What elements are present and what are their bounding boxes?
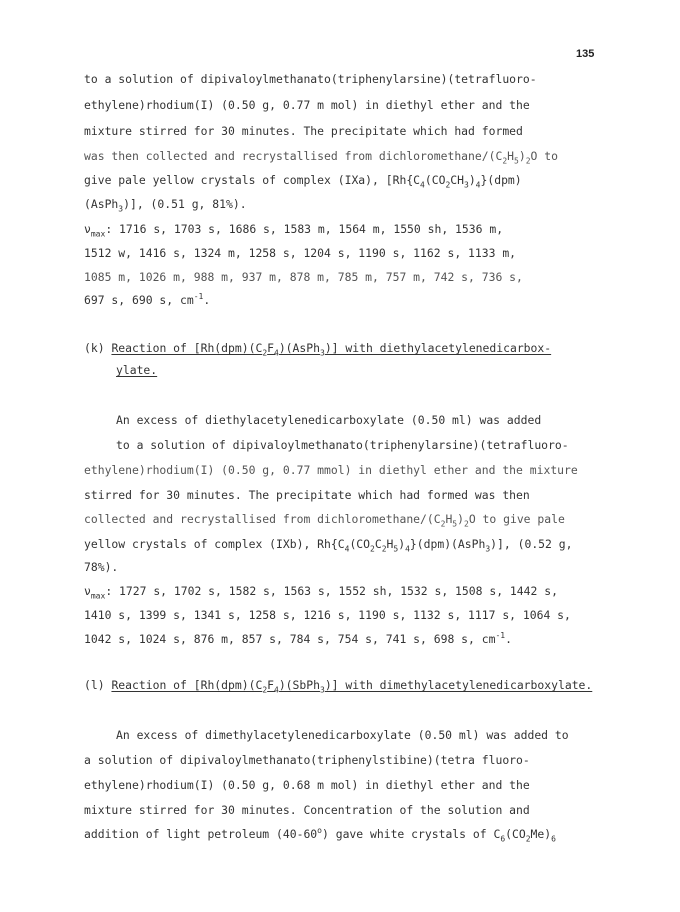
ir-data-line: $\nu_{max}$: 1716 s, 1703 s, 1686 s, 1583 m, 1564 m, 1550 sh, 1536 m, — [84, 222, 504, 239]
text-line: give pale yellow crystals of complex (IXa), [$Rh\{C_4(CO_2CH_3)_4\}(dpm)$ — [84, 173, 522, 190]
text-line: 78%). — [84, 560, 119, 574]
text-line: addition of light petroleum (40-60$^o$) gave white crystals of $C_6(CO_2Me)_6$ — [84, 826, 556, 844]
text-line: mixture stirred for 30 minutes. Concentration of the solution and — [84, 803, 530, 817]
ir-data-line: 1042 s, 1024 s, 876 m, 857 s, 784 s, 754 s, 741 s, 698 s, $cm^{-1}$. — [84, 631, 512, 646]
text-line: ethylene)rhodium(I) (0.50 g, 0.77 mmol) in diethyl ether and the mixture — [84, 463, 578, 477]
text-line: was then collected and recrystallised from dichloromethane/$(C_2H_5)_2O$ to — [84, 149, 558, 166]
text-line: An excess of dimethylacetylenedicarboxylate (0.50 ml) was added to — [116, 728, 569, 742]
text-line: to a solution of dipivaloylmethanato(triphenylarsine)(tetrafluoro- — [116, 438, 569, 452]
section-heading-k: (k) Reaction of $[Rh(dpm)(C_2F_4)(AsPh_3)]$ with diethylacetylenedicarbox- — [84, 341, 552, 358]
ir-data-line: 1410 s, 1399 s, 1341 s, 1258 s, 1216 s, 1190 s, 1132 s, 1117 s, 1064 s, — [84, 608, 571, 622]
text-line: mixture stirred for 30 minutes. The precipitate which had formed — [84, 124, 523, 138]
ir-data-line: $\nu_{max}$: 1727 s, 1702 s, 1582 s, 1563 s, 1552 sh, 1532 s, 1508 s, 1442 s, — [84, 584, 558, 601]
ir-data-line: 697 s, 690 s, $cm^{-1}$. — [84, 292, 211, 307]
text-line: collected and recrystallised from dichloromethane/$(C_2H_5)_2O$ to give pale — [84, 512, 565, 529]
text-line: ethylene)rhodium(I) (0.50 g, 0.77 m mol) in diethyl ether and the — [84, 98, 530, 112]
text-line: a solution of dipivaloylmethanato(triphenylstibine)(tetra fluoro- — [84, 753, 530, 767]
text-line: An excess of diethylacetylenedicarboxylate (0.50 ml) was added — [116, 413, 542, 427]
text-line: (AsPh$_3$)], (0.51 g, 81%). — [84, 197, 247, 214]
section-heading-l: (l) Reaction of $[Rh(dpm)(C_2F_4)(SbPh_3)]$ with dimethylacetylenedicarboxylate. — [84, 678, 593, 695]
ir-data-line: 1512 w, 1416 s, 1324 m, 1258 s, 1204 s, 1190 s, 1162 s, 1133 m, — [84, 246, 517, 260]
page-number: 135 — [576, 48, 595, 60]
text-line: yellow crystals of complex (IXb), $Rh\{C_4(CO_2C_2H_5)_4\}(dpm)(AsPh_3)$], (0.52 g, — [84, 537, 573, 554]
section-heading-k-cont: ylate. — [116, 363, 158, 377]
text-line: stirred for 30 minutes. The precipitate which had formed was then — [84, 488, 530, 502]
text-line: ethylene)rhodium(I) (0.50 g, 0.68 m mol) in diethyl ether and the — [84, 778, 530, 792]
text-line: to a solution of dipivaloylmethanato(triphenylarsine)(tetrafluoro- — [84, 72, 537, 86]
ir-data-line: 1085 m, 1026 m, 988 m, 937 m, 878 m, 785 m, 757 m, 742 s, 736 s, — [84, 270, 523, 284]
